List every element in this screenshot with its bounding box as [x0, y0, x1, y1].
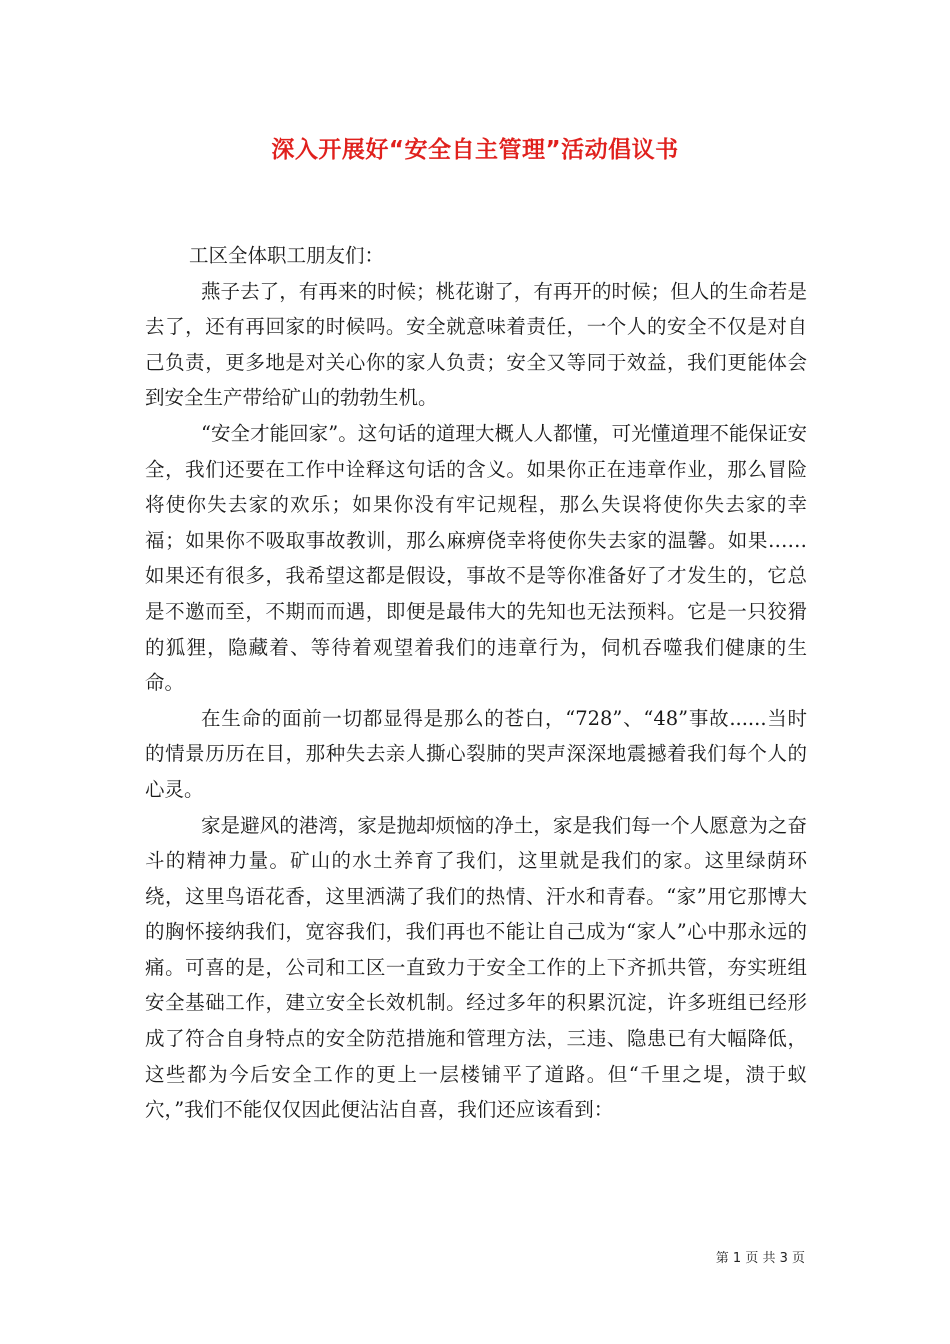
paragraph-1: 燕子去了，有再来的时候；桃花谢了，有再开的时候；但人的生命若是去了，还有再回家的时候吗。安全就意味着责任，一个人的安全不仅是对自己负责，更多地是对关心你的家人负责；安全又等同于效益，我们更能体会到安全生产带给矿山的勃勃生机。: [145, 279, 807, 410]
document-body: [145, 238, 807, 1128]
page-number-footer: 第 1 页 共 3 页: [715, 1251, 805, 1266]
paragraph-3: 在生命的面前一切都显得是那么的苍白，“728”、“48”事故......当时的情景历历在目，那种失去亲人撕心裂肺的哭声深深地震撼着我们每个人的心灵。: [145, 706, 807, 801]
salutation: 工区全体职工朋友们：: [189, 244, 385, 267]
paragraph-4: 家是避风的港湾，家是抛却烦恼的净土，家是我们每一个人愿意为之奋斗的精神力量。矿山的水土养育了我们，这里就是我们的家。这里绿荫环绕，这里鸟语花香，这里洒满了我们的热情、汗水和青春。“家”用它那博大的胸怀接纳我们，宽容我们，我们再也不能让自己成为“家人”心中那永远的痛。可喜的是，公司和工区一直致力于安全工作的上下齐抓共管，夯实班组安全基础工作，建立安全长效机制。经过多年的积累沉淀，许多班组已经形成了符合自身特点的安全防范措施和管理方法，三违、隐患已有大幅降低，这些都为今后安全工作的更上一层楼铺平了道路。但“千里之堤，溃于蚁穴，”我们不能仅仅因此便沾沾自喜，我们还应该看到：: [145, 813, 807, 1122]
document-title: 深入开展好“安全自主管理”活动倡议书: [271, 137, 679, 163]
paragraph-2: “安全才能回家”。这句话的道理大概人人都懂，可光懂道理不能保证安全，我们还要在工作中诠释这句话的含义。如果你正在违章作业，那么冒险将使你失去家的欢乐；如果你没有牢记规程，那么失误将使你失去家的幸福；如果你不吸取事故教训，那么麻痹侥幸将使你失去家的温馨。如果……如果还有很多，我希望这都是假设，事故不是等你准备好了才发生的，它总是不邀而至，不期而而遇，即便是最伟大的先知也无法预料。它是一只狡猾的狐狸，隐藏着、等待着观望着我们的违章行为，伺机吞噬我们健康的生命。: [145, 421, 807, 695]
